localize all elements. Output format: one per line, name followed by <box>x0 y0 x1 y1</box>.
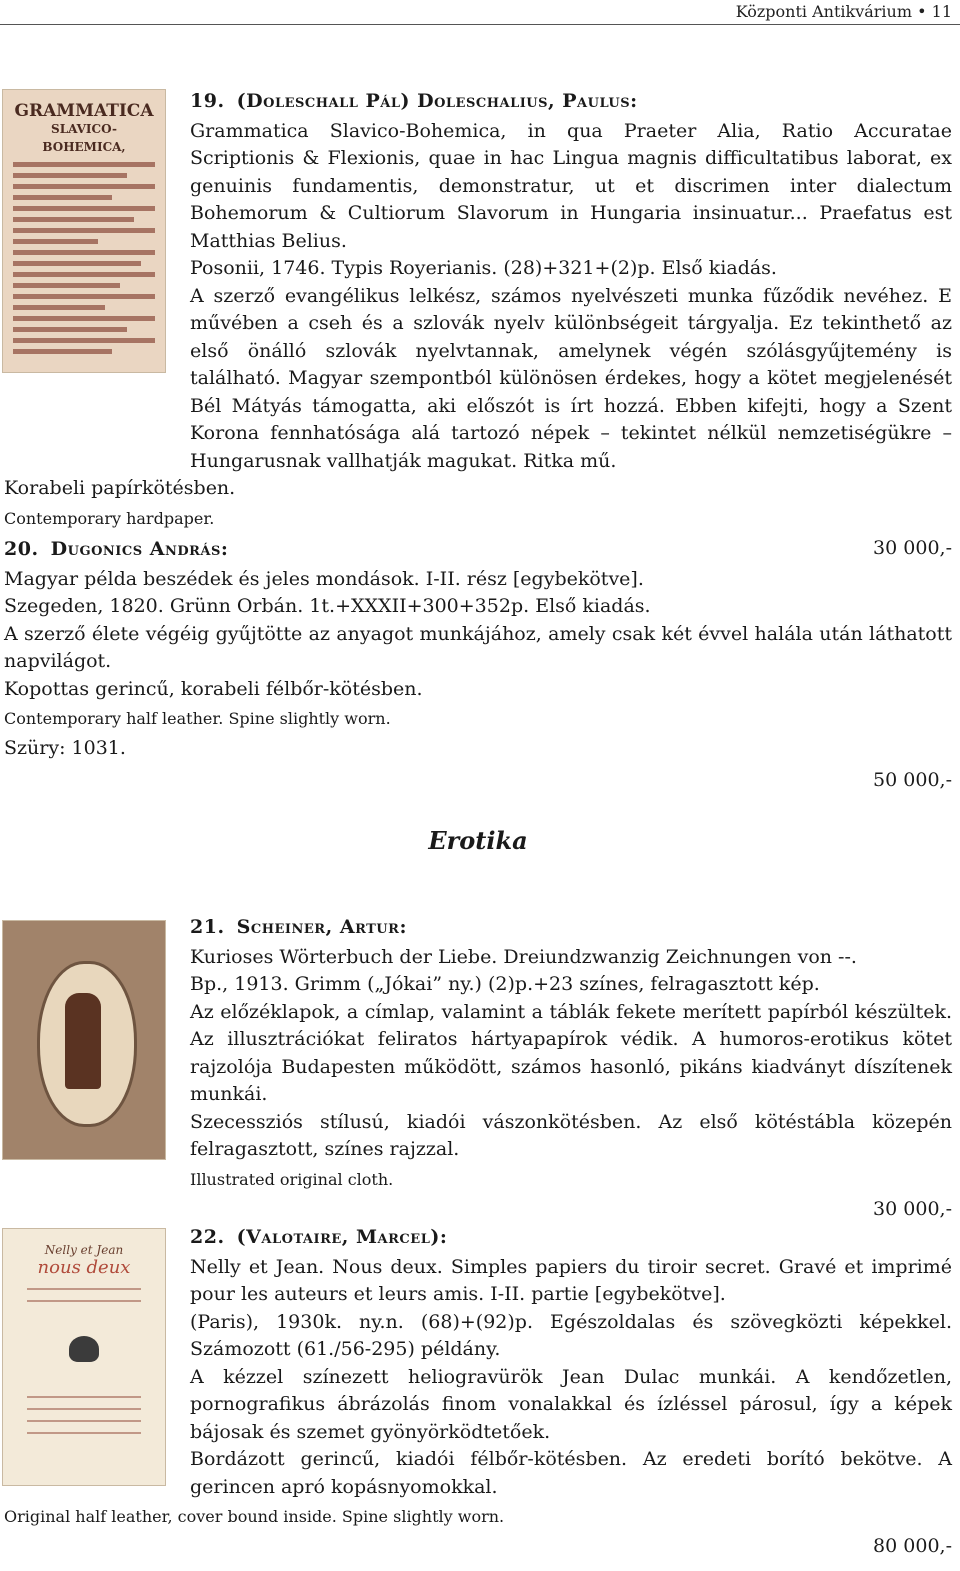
catalog-entry <box>4 88 952 562</box>
entry-binding: Bordázott gerincű, kiadói félbőr-kötésben. Az eredeti borító bekötve. A gerincen apró kopásnyomokkal. <box>190 1448 952 1498</box>
entry-english-note: Contemporary hardpaper. <box>4 508 215 528</box>
entry-description: A szerző evangélikus lelkész, számos nyelvészeti munka fűződik nevéhez. E művében a cseh és a szlovák nyelv különbségeit tárgyalja. Ez tekinthető az első önálló szlovák nyelvtannak, amelynek végén szólásgyűjtemény is található. Magyar szempontból különösen érdekes, hogy a kötet megjelenését Bél Mátyás támogatta, aki előszót is írt hozzá. Ebben kifejti, hogy a Szent Korona fennhatósága alá tartozó népek – tekintet nélkül nemzetiségükre – Hungarusnak vallhatják magukat. Ritka mű. <box>190 284 952 472</box>
running-header: Központi Antikvárium • 11 <box>735 2 952 21</box>
entry-number: 22. <box>190 1226 225 1248</box>
entry-imprint: Posonii, 1746. Typis Royerianis. (28)+321+(2)p. Első kiadás. <box>190 257 777 279</box>
entry-imprint: Szegeden, 1820. Grünn Orbán. 1t.+XXXII+300+352p. Első kiadás. <box>4 595 651 617</box>
entry-author: Scheiner, Artur: <box>236 916 407 938</box>
entry-description: A szerző élete végéig gyűjtötte az anyagot munkájához, amely csak két évvel halála után láthatott napvilágot. <box>4 622 952 672</box>
page-header <box>0 0 960 25</box>
cover-title-line: GRAMMATICA <box>14 101 154 121</box>
cover-title-line: Nelly et Jean <box>44 1243 124 1257</box>
entry-description: Az előzéklapok, a címlap, valamint a táblák fekete merített papírból készültek. Az illusztrációkat feliratos hártyapapírok védik. A humoros-erotikus kötet rajzolója Budapesten működött, számos hasonló, pikáns kiadványt díszítenek munkái. <box>190 1000 952 1105</box>
section-title: Erotika <box>428 826 528 855</box>
entry-description: A kézzel színezett heliogravürök Jean Dulac munkái. A kendőzetlen, pornografikus ábrázolás finom vonalakkal és ízléssel párosul, így a képek bájosak és szemet gyönyörködtetőek. <box>190 1365 952 1443</box>
entry-title-text: Magyar példa beszédek és jeles mondások. I-II. rész [egybekötve]. <box>4 567 644 590</box>
entry-english-note: Illustrated original cloth. <box>190 1169 394 1189</box>
entry-reference: Szüry: 1031. <box>4 737 126 759</box>
entry-title-text: Kurioses Wörterbuch der Liebe. Dreiundzwanzig Zeichnungen von --. <box>190 945 857 968</box>
entry-number: 19. <box>190 90 225 112</box>
catalog-entry <box>4 536 952 794</box>
entry-price: 50 000,- <box>873 768 952 791</box>
entry-title-text: Nelly et Jean. Nous deux. Simples papiers du tiroir secret. Gravé et imprimé pour les auteurs et leurs amis. I-II. partie [egybekötve]. <box>190 1255 952 1305</box>
entry-price: 80 000,- <box>873 1535 952 1557</box>
entry-binding: Szecessziós stílusú, kiadói vászonkötésben. Az első kötéstábla közepén felragasztott, színes rajzzal. <box>190 1110 952 1160</box>
entry-english-note: Contemporary half leather. Spine slightly worn. <box>4 709 391 728</box>
entry-english-note: Original half leather, cover bound inside. Spine slightly worn. <box>4 1507 505 1526</box>
cover-subtitle-line: nous deux <box>37 1257 131 1278</box>
cover-subtitle-line: SLAVICO-BOHEMICA, <box>42 122 126 154</box>
entry-imprint: Bp., 1913. Grimm („Jókai” ny.) (2)p.+23 színes, felragasztott kép. <box>190 973 820 995</box>
entry-price: 30 000,- <box>873 536 952 559</box>
entry-title-text: Grammatica Slavico-Bohemica, in qua Praeter Alia, Ratio Accuratae Scriptionis & Flexionis, quae in hac Lingua magnis difficultatibus laborat, ex genuinis fundamentis, demonstratur, ut et discrimen inter dialectum Bohemorum & Cultiorum Slavorum in Hungaria insinuatur... Praefatus est Matthias Belius. <box>190 119 952 252</box>
entry-binding: Korabeli papírkötésben. <box>4 477 236 499</box>
entry-binding: Kopottas gerincű, korabeli félbőr-kötésben. <box>4 677 423 700</box>
catalog-entry <box>4 914 952 1223</box>
entry-author: (Valotaire, Marcel): <box>236 1226 448 1248</box>
entry-author: Dugonics András: <box>50 538 229 560</box>
catalog-entry <box>4 1224 952 1561</box>
entry-number: 20. <box>4 538 39 560</box>
entry-price: 30 000,- <box>873 1197 952 1220</box>
entry-author: (Doleschall Pál) Doleschalius, Paulus: <box>236 90 638 112</box>
entry-number: 21. <box>190 916 225 938</box>
entry-imprint: (Paris), 1930k. ny.n. (68)+(92)p. Egészoldalas és szövegközti képekkel. Számozott (61./56-295) példány. <box>190 1310 952 1360</box>
